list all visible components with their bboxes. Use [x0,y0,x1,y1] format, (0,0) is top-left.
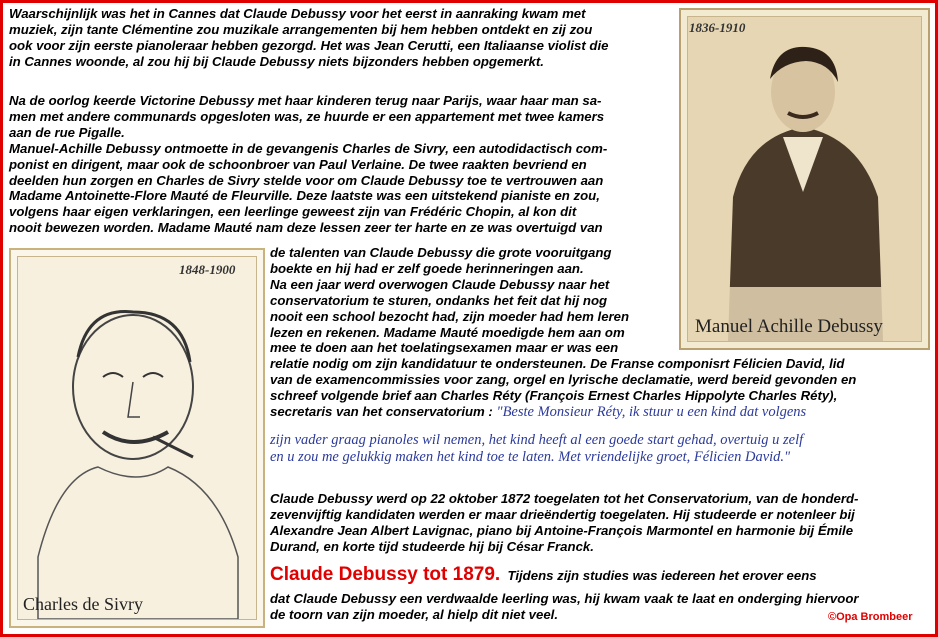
paragraph-5: Claude Debussy tot 1879. Tijdens zijn studies was iedereen het erover eens [270,564,817,585]
portrait-image [687,16,922,342]
caption-charles: Charles de Sivry [23,594,143,614]
portrait-manuel-illustration [688,17,921,341]
credit-label: ©Opa Brombeer [828,611,913,623]
photo-charles-de-sivry [9,248,265,628]
section-heading: Claude Debussy tot 1879. [270,564,501,585]
quote-block: zijn vader graag pianoles wil nemen, het kind heeft al een goede start gehad, overtuig u zelf en u zou me gelukkig maken het kind toe te laten. Met vriendelijke groet, Félicien David." [270,432,804,465]
paragraph-2: Na de oorlog keerde Victorine Debussy met haar kinderen terug naar Parijs, waar haar man sa- men met andere communards opgesloten was, ze huurde er een appartement met twee kamers aan de rue Pigalle. Manuel-Achille Debussy ontmoette in de gevangenis Charles de Sivry, een autodidactisch com- ponist en dirigent, maar ook de schoonbroer van Paul Verlaine. De twee raakten bevriend en deelden hun zorgen en Charles de Sivry stelde voor om Claude Debussy toe te vertrouwen aan Madame Antoinette-Flore Mauté de Fleurville. Deze laatste was een uitstekend pianiste en zou, volgens haar eigen verklaringen, een leerlinge geweest zijn van Frédéric Chopin, al kon dit nooit bewezen worden. Madame Mauté nam deze lessen zeer ter harte en ze was overtuigd van [9,93,608,236]
photo-manuel-achille-debussy [679,8,930,350]
quote-line-1: "Beste Monsieur Réty, ik stuur u een kind dat volgens [496,404,807,421]
years-manuel: 1836-1910 [689,20,746,35]
years-charles: 1848-1900 [179,262,236,277]
portrait-charles-illustration [18,257,256,619]
caption-manuel: Manuel Achille Debussy [695,316,883,337]
paragraph-4: Claude Debussy werd op 22 oktober 1872 toegelaten tot het Conservatorium, van de honderd- zevenvijftig kandidaten werden er maar drieëndertig toegelaten. Hij studeerde er notenleer bij Alexandre Jean Albert Lavignac, piano bij Antoine-François Marmontel en harmonie bij Émile Durand, en korte tijd studeerde hij bij César Franck. [270,491,859,554]
paragraph-1: Waarschijnlijk was het in Cannes dat Claude Debussy voor het eerst in aanraking kwam met muziek, zijn tante Clémentine zou muzikale arrangementen bij hem hebben ontdekt en zij zou ook voor zijn eerste pianoleraar hebben gezorgd. Het was Jean Cerutti, een Italiaanse violist die in Cannes woonde, al zou hij bij Claude Debussy niets bijzonders hebben opgemerkt. [9,6,609,69]
paragraph-5-rest: dat Claude Debussy een verdwaalde leerling was, hij kwam vaak te laat en onderging hiervoor de toorn van zijn moeder, al hielp dit niet veel. [270,591,859,622]
sketch-image [17,256,257,620]
paragraph-3: de talenten van Claude Debussy die grote vooruitgang boekte en hij had er zelf goede herinneringen aan. Na een jaar werd overwogen Claude Debussy naar het conservatorium te sturen, ondanks het feit dat hij nog nooit een school bezocht had, zijn moeder had hem leren lezen en rekenen. Madame Mauté moedigde hem aan om mee te doen aan het toelatingsexamen maar er was een relatie nodig om zijn kandidatuur te ondersteunen. De Franse componisrt Félicien David, lid van de examencommissies voor zang, orgel en lyrische declamatie, werd bereid gevonden en schreef volgende brief aan Charles Réty (François Ernest Charles Hippolyte Charles Réty), secretaris van het conservatorium : "Beste Monsieur Réty, ik stuur u een kind dat volgens [270,245,857,421]
